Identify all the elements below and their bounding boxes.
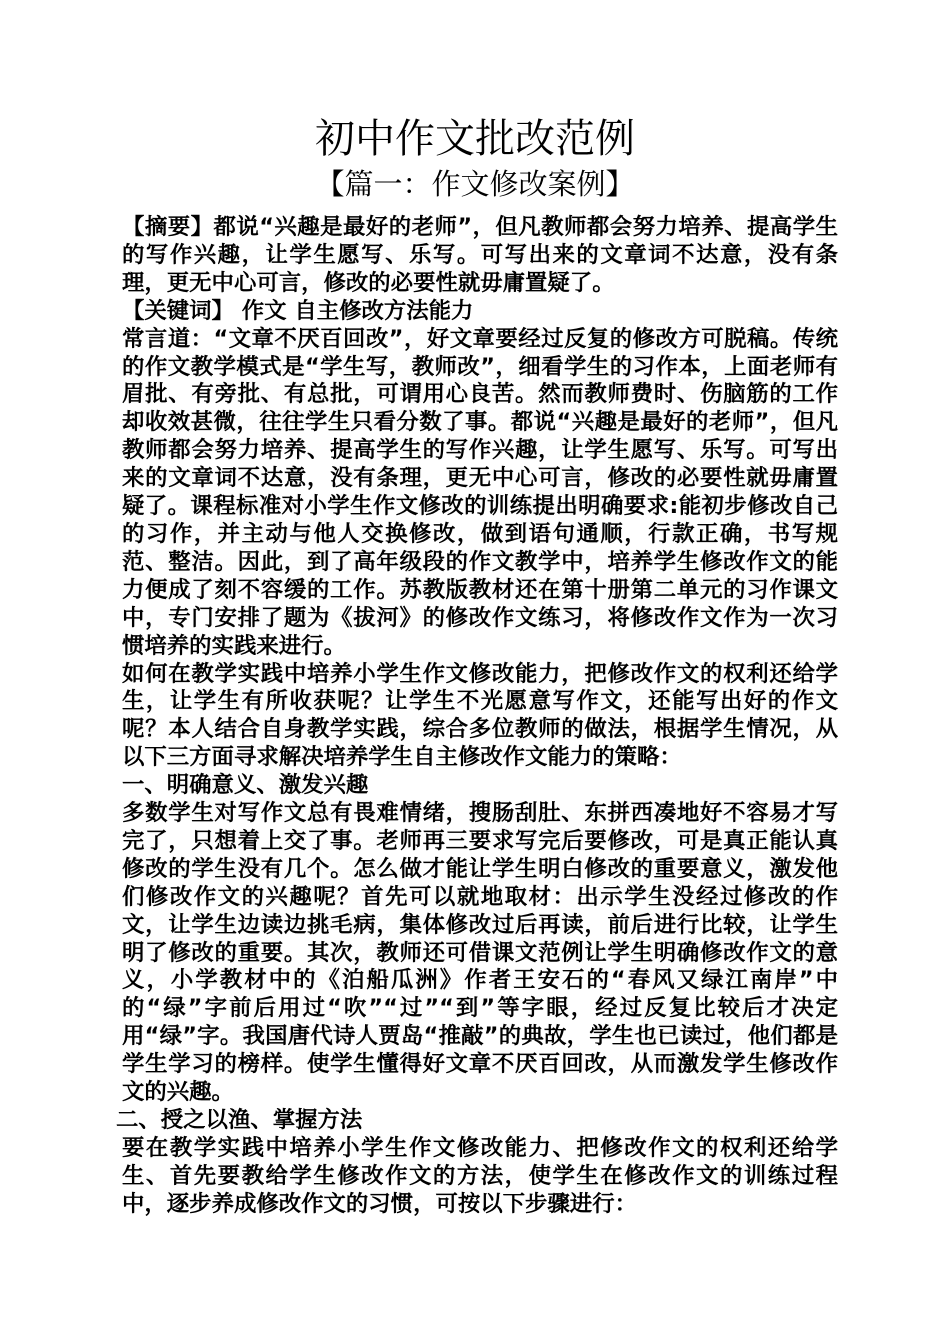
document-subtitle: 【篇一：作文修改案例】: [315, 167, 635, 201]
document-body: [116, 214, 838, 1219]
document-title: 初中作文批改范例: [315, 116, 635, 162]
body-paragraph: 多数学生对写作文总有畏难情绪，搜肠刮肚、东拼西凑地好不容易才写完了，只想着上交了事。老师再三要求写完后要修改，可是真正能认真修改的学生没有几个。怎么做才能让学生明白修改的重要意义，激发他们修改作文的兴趣呢？首先可以就地取材：出示学生没经过修改的作文，让学生边读边挑毛病，集体修改过后再读，前后进行比较，让学生明了修改的重要。其次，教师还可借课文范例让学生明确修改作文的意义，小学教材中的《泊船瓜洲》作者王安石的“春风又绿江南岸”中的“绿”字前后用过“吹”“过”“到”等字眼，经过反复比较后才决定用“绿”字。我国唐代诗人贾岛“推敲”的典故，学生也已读过，他们都是学生学习的榜样。使学生懂得好文章不厌百回改，从而激发学生修改作文的兴趣。: [122, 800, 838, 1106]
body-paragraph: 常言道：“文章不厌百回改”，好文章要经过反复的修改方可脱稿。传统的作文教学模式是“学生写，教师改”，细看学生的习作本，上面老师有眉批、有旁批、有总批，可谓用心良苦。然而教师费时、伤脑筋的工作却收效甚微，往往学生只看分数了事。都说“兴趣是最好的老师”，但凡教师都会努力培养、提高学生的写作兴趣，让学生愿写、乐写。可写出来的文章词不达意，没有条理，更无中心可言，修改的必要性就毋庸置疑了。课程标准对小学生作文修改的训练提出明确要求:能初步修改自己的习作，并主动与他人交换修改，做到语句通顺，行款正确，书写规范、整洁。因此，到了高年级段的作文教学中，培养学生修改作文的能力便成了刻不容缓的工作。苏教版教材还在第十册第二单元的习作课文中，专门安排了题为《拔河》的修改作文练习，将修改作文作为一次习惯培养的实践来进行。: [122, 325, 838, 659]
body-paragraph: 要在教学实践中培养小学生作文修改能力、把修改作文的权利还给学生、首先要教给学生修改作文的方法，使学生在修改作文的训练过程中，逐步养成修改作文的习惯，可按以下步骤进行：: [122, 1134, 838, 1217]
keywords-paragraph: 【关键词】 作文 自主修改方法能力: [122, 297, 474, 324]
section-heading: 二、授之以渔、掌握方法: [116, 1107, 363, 1133]
body-paragraph: 如何在教学实践中培养小学生作文修改能力，把修改作文的权利还给学生，让学生有所收获呢？让学生不光愿意写作文，还能写出好的作文呢？本人结合自身教学实践，综合多位教师的做法，根据学生情况，从以下三方面寻求解决培养学生自主修改作文能力的策略：: [122, 660, 838, 771]
abstract-paragraph: 【摘要】都说“兴趣是最好的老师”，但凡教师都会努力培养、提高学生的写作兴趣，让学生愿写、乐写。可写出来的文章词不达意，没有条理，更无中心可言，修改的必要性就毋庸置疑了。: [122, 214, 838, 296]
section-heading: 一、明确意义、激发兴趣: [122, 772, 369, 799]
